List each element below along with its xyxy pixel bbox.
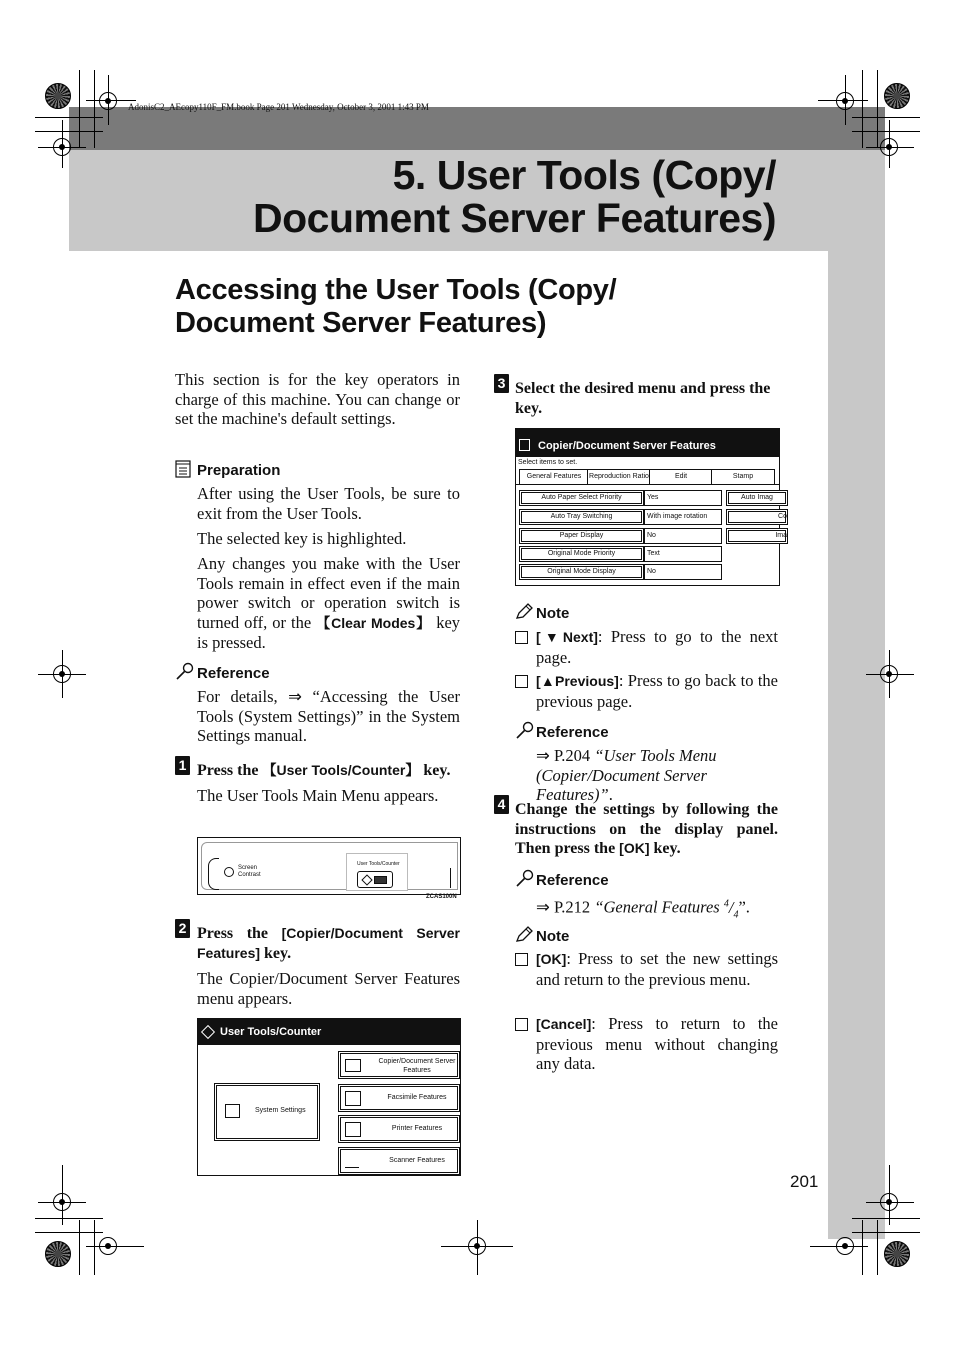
chapter-title	[253, 154, 776, 240]
cancel-key: [Cancel]	[536, 1016, 592, 1032]
system-settings-button[interactable]	[214, 1083, 320, 1141]
printer-features-label: Printer Features	[391, 1125, 443, 1132]
user-tools-title: User Tools/Counter	[220, 1026, 322, 1038]
preparation-icon	[175, 459, 192, 478]
section-title-line1: Accessing the User Tools (Copy/	[175, 274, 617, 306]
magnifier-icon	[515, 869, 535, 887]
panel-code: ZCAS100N	[426, 894, 457, 900]
scanner-icon	[345, 1154, 359, 1168]
diamond-icon	[201, 1025, 215, 1039]
row-label-button[interactable]: Auto Paper Select Priority	[519, 490, 644, 506]
row-label-button[interactable]: Original Mode Priority	[519, 546, 644, 562]
user-tools-counter-key: 【User Tools/Counter】	[262, 762, 420, 778]
scanner-features-label: Scanner Features	[389, 1157, 445, 1164]
reference-2-text	[536, 894, 778, 924]
row-value: No	[644, 564, 722, 580]
screen-contrast-label	[238, 865, 261, 879]
pencil-icon	[515, 926, 533, 943]
checkbox-icon	[515, 675, 528, 688]
prep-paragraph-2: The selected key is highlighted.	[197, 529, 407, 548]
step-1-text-b: key.	[419, 762, 451, 779]
next-key: [▼Next]	[536, 629, 598, 645]
contrast-knob-icon	[224, 867, 234, 877]
side-tab-bar	[828, 251, 885, 1239]
step-number-2: 2	[175, 919, 190, 938]
step-number-1: 1	[175, 756, 190, 775]
row-value: No	[644, 528, 722, 544]
previous-key-text: : Press to go back to the previous page.	[536, 671, 778, 711]
printer-features-button[interactable]	[338, 1115, 460, 1143]
copier-features-label: Copier/Document Server Features	[378, 1058, 456, 1074]
reference-label: Reference	[536, 872, 609, 889]
step-4-text-a: Change the settings by following the instructions on the display panel. Then press the	[515, 801, 778, 857]
intro-paragraph: This section is for the key operators in charge of this machine. You can change or set the machine's default settings.	[175, 370, 460, 428]
clear-modes-key: 【Clear Modes】	[316, 614, 432, 631]
system-settings-label: System Settings	[255, 1107, 306, 1114]
copier-document-server-features-button[interactable]	[338, 1051, 460, 1079]
step-4-text-b: key.	[649, 840, 681, 857]
facsimile-features-button[interactable]	[338, 1084, 460, 1112]
row-label-button[interactable]: Auto Tray Switching	[519, 509, 644, 525]
tab-edit[interactable]: Edit	[649, 469, 713, 485]
tab-stamp[interactable]: Stamp	[711, 469, 775, 485]
cancel-key-text: : Press to return to the previous menu without changing any data.	[536, 1014, 778, 1073]
select-items-hint: Select items to set.	[518, 459, 578, 466]
copier-features-title-bar	[516, 429, 779, 457]
step-2-body: The Copier/Document Server Features menu appears.	[197, 969, 460, 1008]
pencil-icon	[515, 603, 533, 620]
row-label-button[interactable]: Paper Display	[519, 528, 644, 544]
ref2-arrow-page: ⇒ P.212	[536, 897, 595, 917]
note-previous-item	[536, 671, 778, 711]
row-value: With image rotation	[644, 509, 722, 525]
ref2-slash: /	[728, 897, 734, 917]
row-extra-button[interactable]: Ima	[726, 528, 788, 544]
panel-edge	[450, 868, 457, 888]
reference-heading	[515, 721, 609, 741]
copier-features-title: Copier/Document Server Features	[538, 440, 716, 452]
step-1-body: The User Tools Main Menu appears.	[197, 786, 439, 805]
ok-key-text: : Press to set the new settings and return to the previous menu.	[536, 949, 778, 989]
checkbox-icon	[515, 1018, 528, 1031]
ok-key: [OK]	[619, 840, 650, 856]
prep-p3-text-b: key is pressed.	[197, 612, 461, 652]
registration-disc-icon	[884, 83, 910, 109]
counter-icon	[374, 876, 387, 884]
preparation-heading	[175, 459, 281, 479]
chapter-title-line2: Document Server Features)	[253, 195, 776, 241]
checkbox-icon	[515, 953, 528, 966]
row-label-button[interactable]: Original Mode Display	[519, 564, 644, 580]
tab-reproduction-ratio[interactable]: Reproduction Ratio	[587, 469, 651, 485]
prep-p3-text-a: Any changes you make with the User Tools remain in effect even if the main power switch or operation switch is turned off, or the	[197, 554, 460, 632]
magnifier-icon	[175, 662, 195, 680]
copier-document-server-key: [Copier/Document Server Features]	[197, 925, 460, 961]
contrast-label: Contrast	[238, 872, 261, 878]
note-heading	[515, 926, 570, 945]
note-heading	[515, 603, 570, 622]
note-label: Note	[536, 928, 570, 945]
reference-label: Reference	[197, 665, 270, 682]
row-value: Yes	[644, 490, 722, 506]
registration-disc-icon	[884, 1241, 910, 1267]
row-value: Text	[644, 546, 722, 562]
copier-icon	[345, 1059, 361, 1072]
user-tools-key-area	[346, 853, 408, 891]
step-4-instruction	[515, 800, 778, 859]
copier-icon	[519, 439, 530, 451]
panel-curve	[208, 858, 219, 890]
printer-icon	[345, 1122, 361, 1137]
magnifier-icon	[515, 721, 535, 739]
next-key-text: : Press to go to the next page.	[536, 627, 778, 667]
copier-features-screen	[515, 428, 787, 586]
checkbox-icon	[515, 631, 528, 644]
reference-label: Reference	[536, 724, 609, 741]
user-tools-counter-button[interactable]	[357, 871, 393, 888]
ref2-sub: 4	[733, 908, 739, 920]
diamond-icon	[361, 874, 372, 885]
row-extra-button[interactable]: Co	[726, 509, 788, 525]
system-settings-icon	[225, 1104, 240, 1118]
reference-heading	[175, 662, 270, 682]
user-tools-screen	[197, 1018, 461, 1176]
ref2-sup: 4	[723, 898, 729, 909]
note-next-item	[536, 627, 778, 667]
row-extra-button[interactable]: Auto Imag	[726, 490, 788, 506]
scanner-features-button[interactable]	[338, 1147, 460, 1175]
step-2-instruction	[197, 924, 460, 963]
page-number: 201	[790, 1172, 819, 1191]
previous-key: [▲Previous]	[536, 673, 619, 689]
step-number-4: 4	[494, 795, 509, 814]
registration-disc-icon	[45, 1241, 71, 1267]
section-title-line2: Document Server Features)	[175, 307, 547, 339]
header-band-dark	[69, 107, 885, 150]
user-tools-title-bar	[198, 1019, 460, 1045]
facsimile-features-label: Facsimile Features	[387, 1094, 447, 1101]
book-info: AdonisC2_AEcopy110F_FM.book Page 201 Wednesday, October 3, 2001 1:43 PM	[128, 102, 429, 112]
reference-heading	[515, 869, 609, 889]
prep-paragraph-1: After using the User Tools, be sure to exit from the User Tools.	[197, 484, 460, 523]
ref1-arrow-page: ⇒ P.204	[536, 746, 595, 765]
screen-label: Screen	[238, 865, 258, 871]
preparation-label: Preparation	[197, 462, 281, 479]
step-2-text-b: key.	[260, 944, 292, 962]
reference-text: For details, ⇒ “Accessing the User Tools (System Settings)” in the System Settings manual.	[197, 687, 460, 745]
facsimile-icon	[345, 1091, 361, 1106]
step-1-instruction	[197, 761, 460, 781]
note-ok-item	[536, 949, 778, 989]
reference-1-text	[536, 746, 778, 805]
ref1-period: .	[608, 785, 613, 804]
registration-disc-icon	[45, 83, 71, 109]
section-title	[175, 274, 616, 340]
ok-key: [OK]	[536, 951, 567, 967]
ref2-title: “General Features	[594, 897, 724, 917]
step-3-instruction: Select the desired menu and press the key.	[515, 380, 771, 417]
user-tools-key-label: User Tools/Counter	[357, 861, 400, 867]
tab-general-features[interactable]: General Features	[519, 469, 589, 485]
ref1-title: “User Tools Menu (Copier/Document Server Features)”	[536, 746, 717, 804]
chapter-title-line1: 5. User Tools (Copy/	[392, 152, 776, 198]
step-1-text-a: Press the	[197, 762, 263, 779]
step-number-3: 3	[494, 374, 509, 393]
ref2-close: ”.	[738, 897, 750, 917]
prep-paragraph-3	[197, 554, 460, 653]
control-panel-illustration	[197, 837, 461, 895]
note-label: Note	[536, 605, 570, 622]
step-2-text-a: Press the	[197, 925, 282, 942]
note-cancel-item	[536, 1014, 778, 1074]
